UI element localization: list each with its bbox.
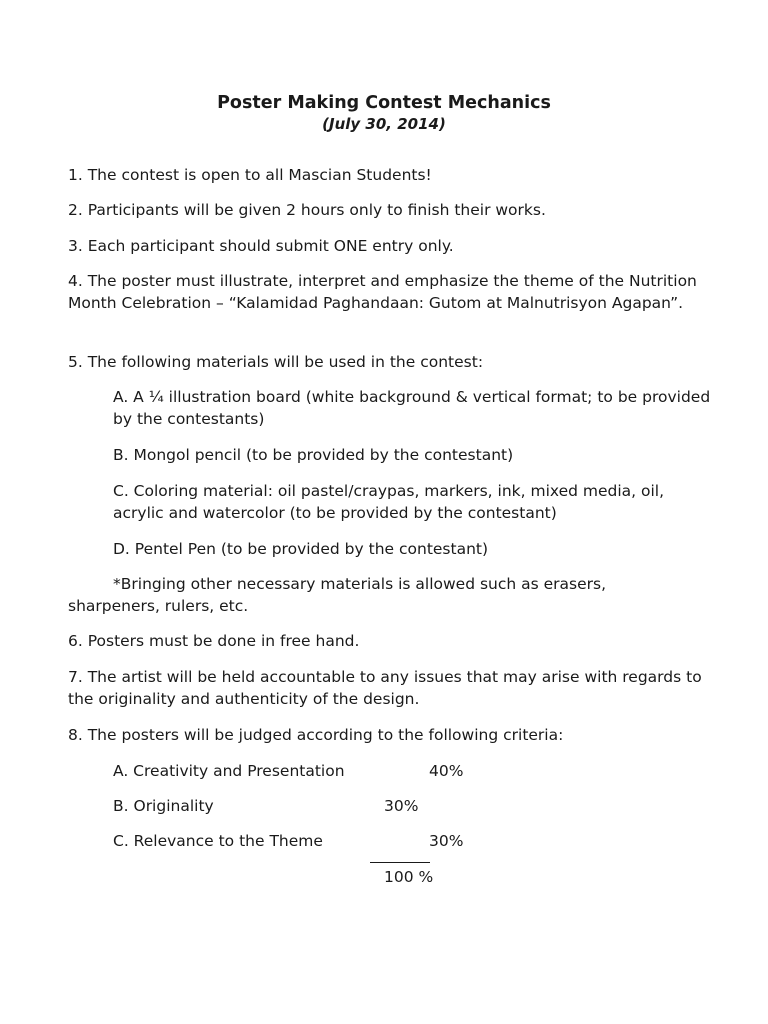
page-title: Poster Making Contest Mechanics [217, 93, 551, 113]
criterion-b-percent: 30% [384, 797, 419, 815]
materials-note: *Bringing other necessary materials is allowed such as erasers, sharpeners, rulers, etc. [68, 575, 607, 615]
rule-item-8: 8. The posters will be judged according to the following criteria: [68, 726, 564, 744]
rule-item-6: 6. Posters must be done in free hand. [68, 632, 360, 650]
criterion-a-percent: 40% [429, 762, 464, 780]
material-a: A. A ¼ illustration board (white background & vertical format; to be provided by the contestants) [113, 388, 711, 428]
rule-item-7: 7. The artist will be held accountable to any issues that may arise with regards to the originality and authenticity of the design. [68, 668, 702, 708]
criterion-b-label: B. Originality [113, 797, 214, 815]
page-date: (July 30, 2014) [322, 115, 446, 133]
rule-item-1: 1. The contest is open to all Mascian Students! [68, 166, 432, 184]
criterion-a-label: A. Creativity and Presentation [113, 762, 345, 780]
criterion-c-label: C. Relevance to the Theme [113, 832, 323, 850]
criterion-c-percent: 30% [429, 832, 464, 850]
material-c: C. Coloring material: oil pastel/craypas, markers, ink, mixed media, oil, acrylic and watercolor (to be provided by the contestant) [113, 482, 665, 522]
material-d: D. Pentel Pen (to be provided by the contestant) [113, 540, 489, 558]
rule-item-4: 4. The poster must illustrate, interpret and emphasize the theme of the Nutrition Month Celebration – “Kalamidad Paghandaan: Gutom at Malnutrisyon Agapan”. [68, 272, 697, 312]
rule-item-3: 3. Each participant should submit ONE entry only. [68, 237, 454, 255]
criteria-total: 100 % [384, 868, 434, 886]
rule-item-2: 2. Participants will be given 2 hours only to finish their works. [68, 201, 546, 219]
total-divider [370, 862, 430, 863]
material-b: B. Mongol pencil (to be provided by the contestant) [113, 446, 514, 464]
rule-item-5: 5. The following materials will be used in the contest: [68, 353, 484, 371]
